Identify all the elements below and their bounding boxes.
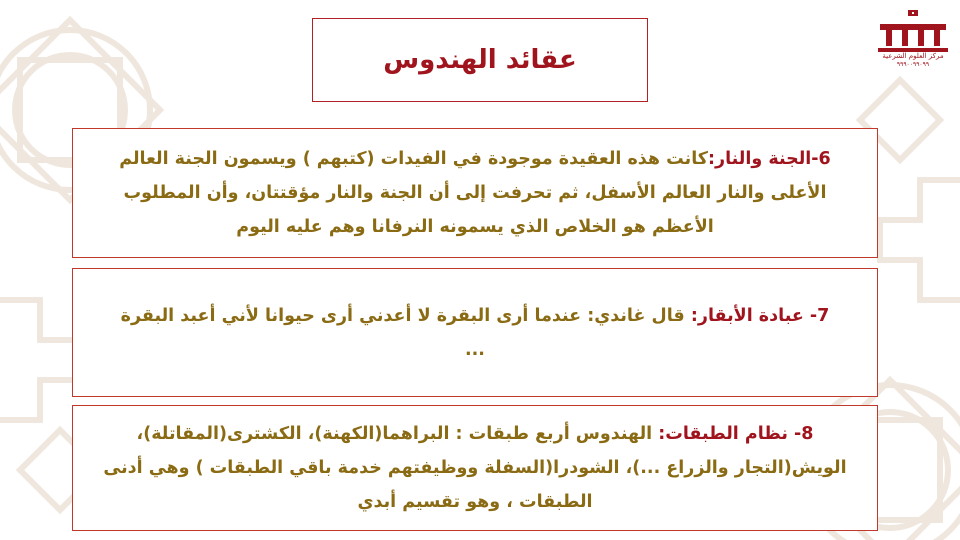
card-text: كانت هذه العقيدة موجودة في الفيدات (كتبهم ) ويسمون الجنة العالم [119,149,708,169]
card-ellipsis: ... [465,339,485,360]
logo [874,10,952,76]
card-text: قال غاندي: عندما أرى البقرة لا أعدني أرى حيوانا لأني أعبد البقرة [120,305,685,326]
card-cow-worship [72,268,878,397]
card-heaven-hell [72,128,878,258]
card-caste-system [72,405,878,531]
card-line: الطبقات ، وهو تقسيم أبدي [357,492,593,512]
card-text: الهندوس أربع طبقات : البراهما(الكهنة)، الكشترى(المقاتلة)، [136,424,653,444]
logo-phone: ٩٩٩٠٠٩٩٠٩٩ [896,61,930,68]
card-line [83,142,867,176]
logo-subtitle: مركز العلوم الشرعية [882,52,944,60]
card-label: 8- نظام الطبقات: [658,424,814,444]
card-label: 7- عبادة الأبقار: [690,305,830,326]
title-box [312,18,648,102]
card-label: 6-الجنة والنار: [708,149,831,169]
card-line: الويش(التجار والزراع ...)، الشودرا(السفلة ووظيفتهم خدمة باقي الطبقات ) وهي أدنى [103,458,847,478]
logo-mark-icon [876,10,950,52]
card-line: الأعظم هو الخلاص الذي يسمونه النرفانا وهم عليه اليوم [236,217,714,237]
card-line [83,299,867,333]
page-title: عقائد الهندوس [383,45,577,75]
card-line [83,417,867,451]
card-line: الأعلى والنار العالم الأسفل، ثم تحرفت إلى أن الجنة والنار مؤقتتان، وأن المطلوب [123,183,827,203]
